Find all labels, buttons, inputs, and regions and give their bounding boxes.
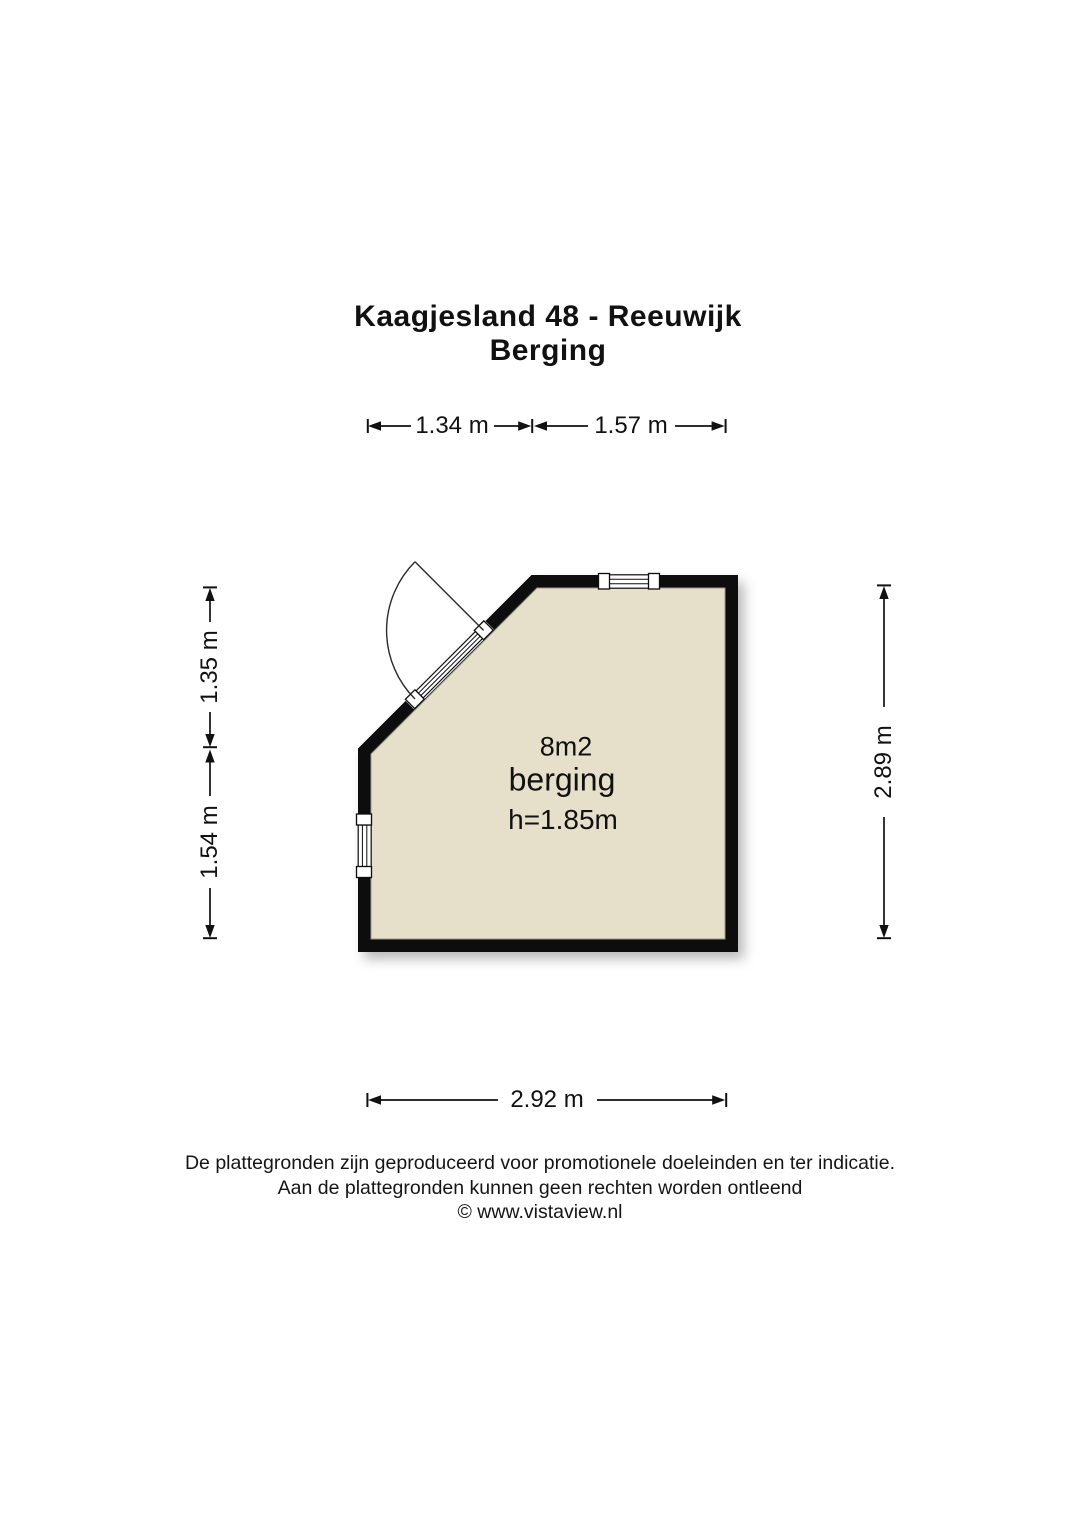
top-window-jamb-left — [599, 574, 610, 590]
room-height-label: h=1.85m — [508, 804, 618, 835]
plan-title-address: Kaagjesland 48 - Reeuwijk — [354, 300, 742, 333]
left-window-glass — [358, 825, 371, 867]
room-name-label: berging — [508, 761, 616, 798]
dim-right-label: 2.89 m — [870, 721, 898, 802]
door-open-leaf — [415, 562, 484, 631]
disclaimer-line-2: Aan de plattegronden kunnen geen rechten worden ontleend — [277, 1176, 803, 1199]
top-window — [599, 574, 660, 590]
top-window-jamb-right — [649, 574, 660, 590]
disclaimer-line-1: De plattegronden zijn geproduceerd voor promotionele doeleinden en ter indicatie. — [184, 1152, 896, 1174]
copyright-line: © www.vistaview.nl — [457, 1201, 623, 1223]
room-area-label: 8m2 — [539, 731, 593, 762]
dim-left-2-label: 1.54 m — [196, 801, 224, 882]
left-window-jamb-bottom — [357, 867, 372, 878]
disclaimer — [185, 1151, 895, 1225]
dim-left-1-label: 1.35 m — [196, 626, 224, 707]
door-swing-arc — [387, 562, 415, 699]
left-window — [357, 814, 372, 878]
plan-title — [354, 300, 742, 368]
dim-top-1-label: 1.34 m — [411, 412, 492, 440]
dim-top-2-label: 1.57 m — [590, 412, 671, 440]
top-window-glass — [609, 575, 649, 588]
plan-title-room: Berging — [489, 334, 607, 367]
dim-bottom-label: 2.92 m — [506, 1086, 587, 1114]
left-window-jamb-top — [357, 814, 372, 825]
